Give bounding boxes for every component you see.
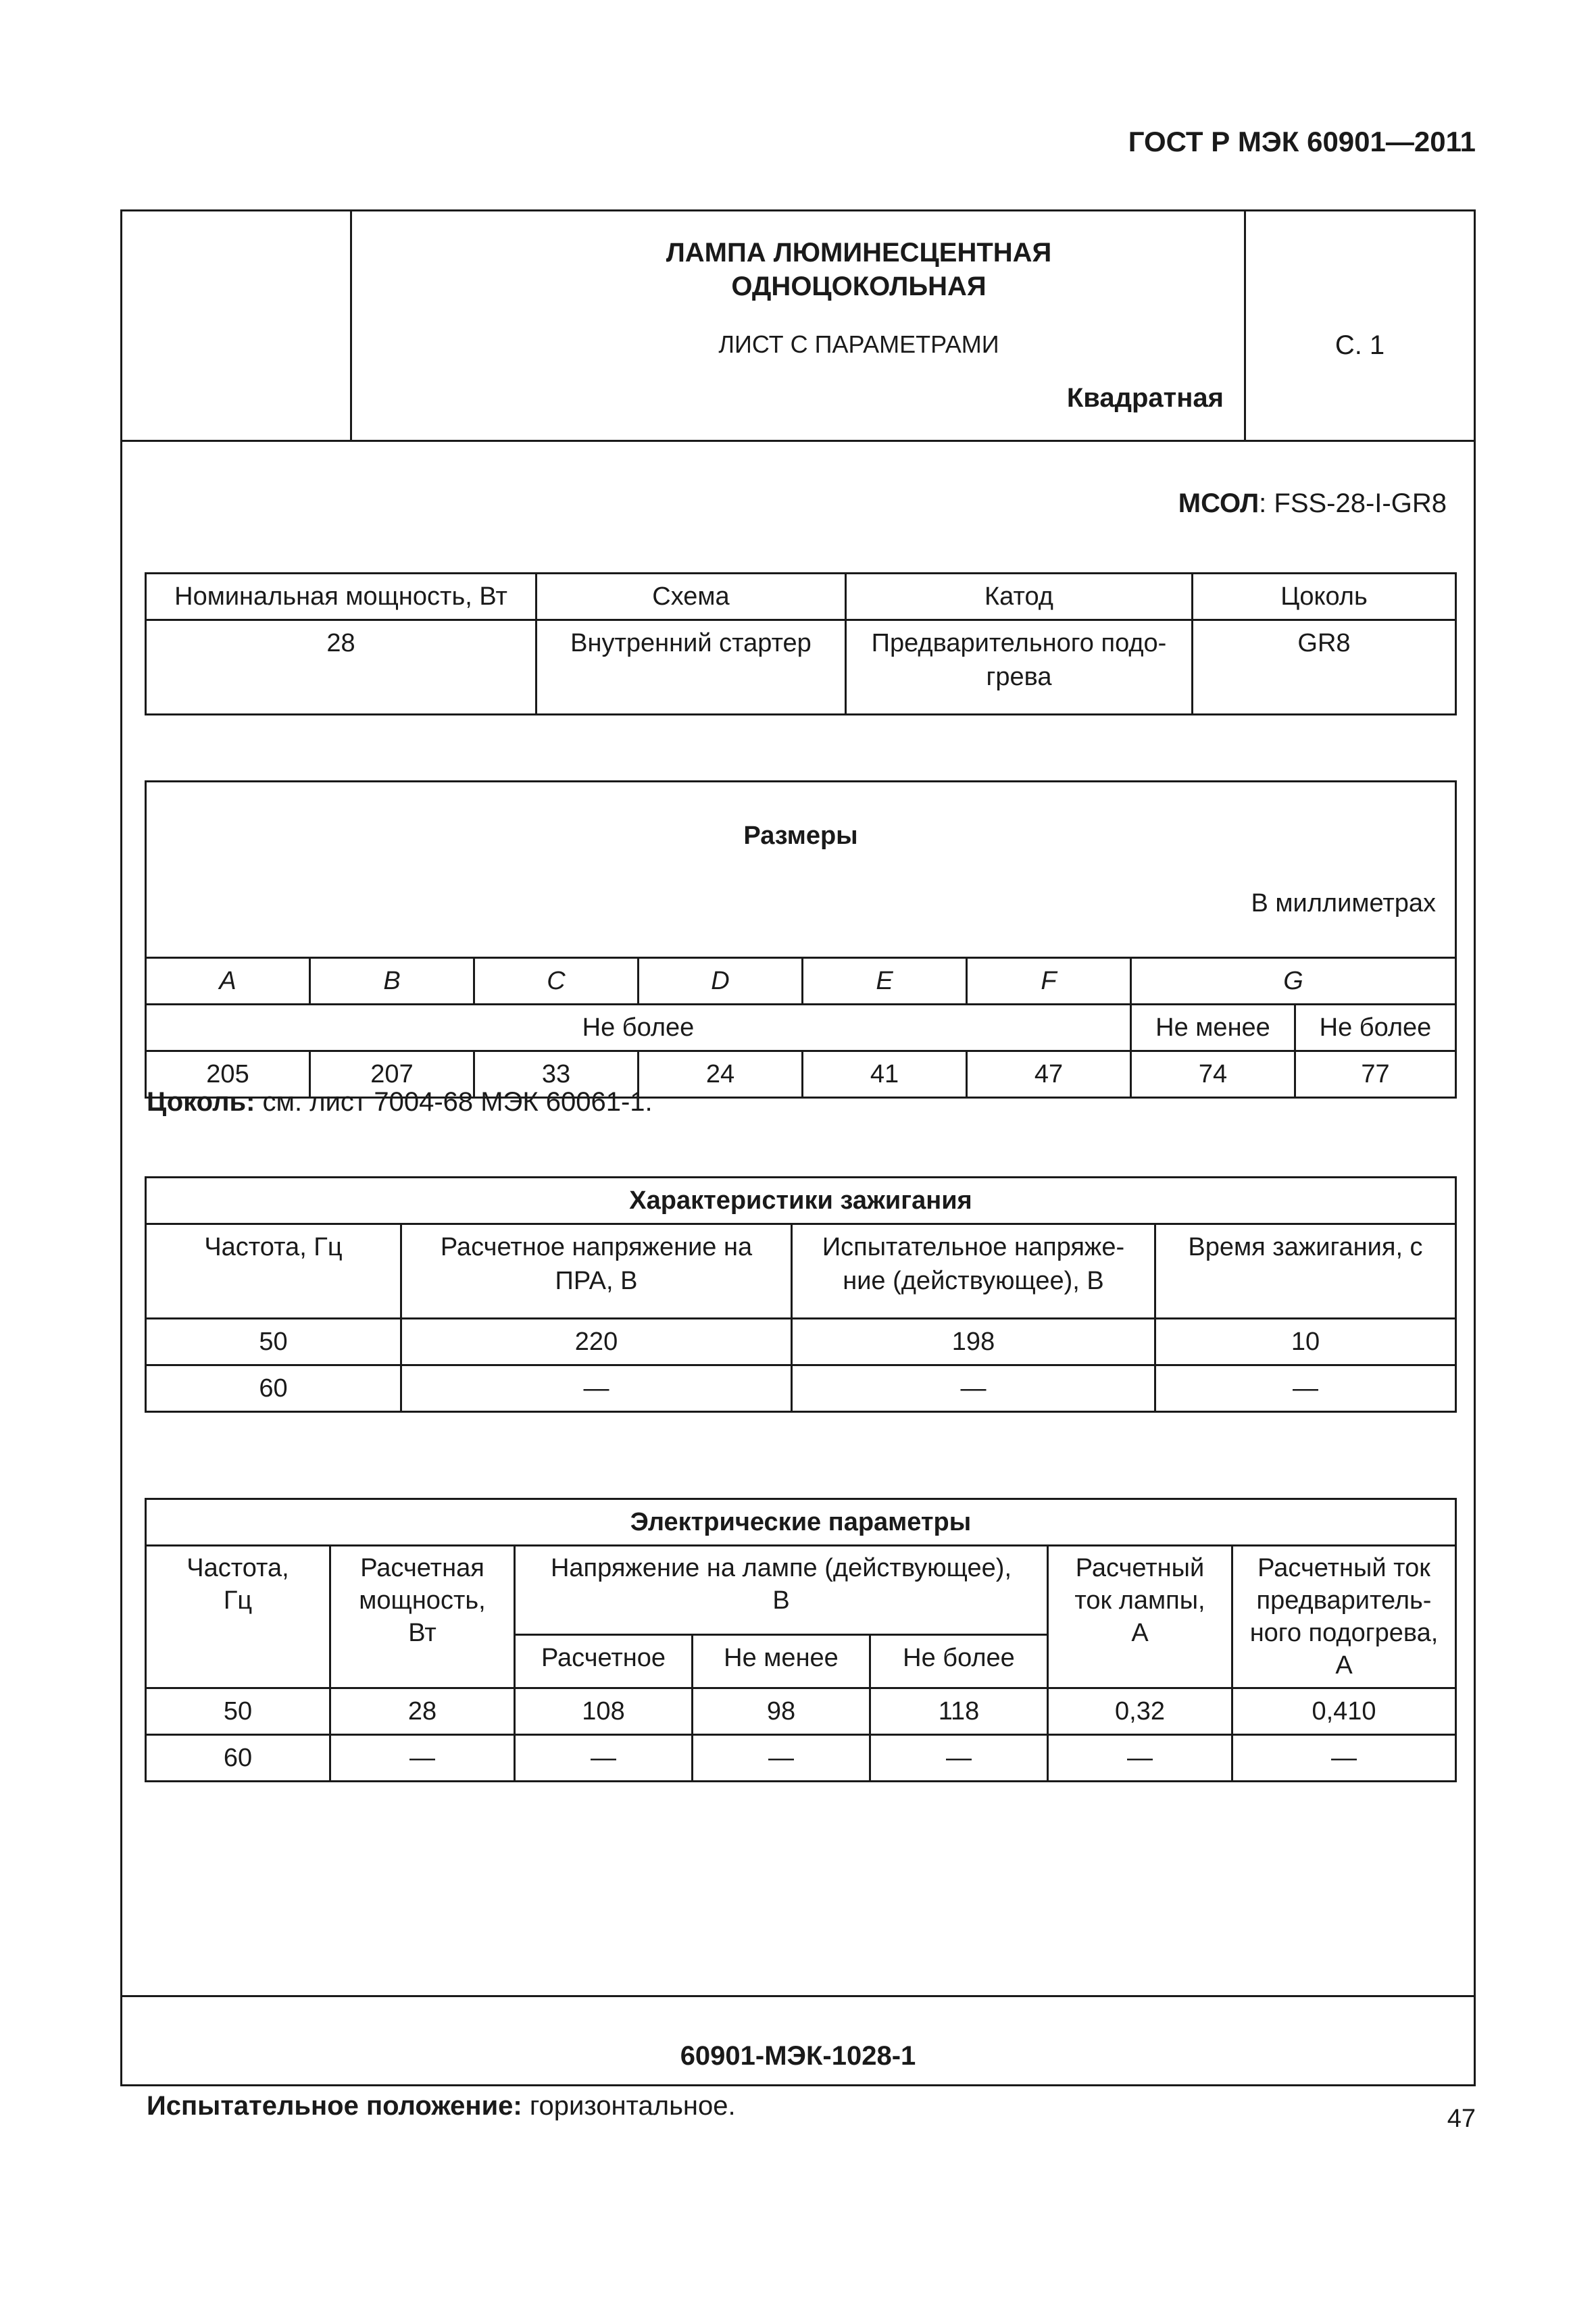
electrical-title: Электрические параметры <box>146 1499 1456 1546</box>
dimension-letter: F <box>967 958 1131 1005</box>
dimension-letter: B <box>310 958 474 1005</box>
table-row <box>146 1499 1456 1546</box>
table-row <box>146 1546 1456 1635</box>
base-note-label: Цоколь: <box>147 1087 255 1117</box>
sheet-page-label: С. 1 <box>1335 330 1385 360</box>
table-cell: 0,32 <box>1048 1688 1232 1735</box>
table-cell: 108 <box>515 1688 693 1735</box>
table-cell: — <box>1048 1735 1232 1782</box>
table-cell: — <box>330 1735 515 1782</box>
limit-not-more: Не более <box>146 1005 1131 1051</box>
limit-not-more-g: Не более <box>1295 1005 1456 1051</box>
document-code: ГОСТ Р МЭК 60901—2011 <box>1128 126 1476 157</box>
limit-not-less: Не менее <box>1131 1005 1295 1051</box>
table-header-cell: Частота, Гц <box>146 1224 401 1319</box>
table-cell: Предварительного подо- грева <box>846 620 1193 715</box>
table-header-cell: Расчетный ток лампы, А <box>1048 1546 1232 1688</box>
dimension-letter: C <box>474 958 639 1005</box>
dimension-value: 77 <box>1295 1051 1456 1098</box>
msol-designation <box>1178 488 1447 519</box>
table-cell: — <box>515 1735 693 1782</box>
base-note <box>147 1087 653 1117</box>
dimension-value: 24 <box>639 1051 803 1098</box>
dimension-value: 207 <box>310 1051 474 1098</box>
table-row <box>146 782 1456 958</box>
dimension-letter: E <box>803 958 967 1005</box>
table-cell: 28 <box>330 1688 515 1735</box>
table-cell: 98 <box>693 1688 870 1735</box>
table-cell: 50 <box>146 1688 330 1735</box>
test-position-label: Испытательное положение: <box>147 2091 522 2121</box>
table-cell: 60 <box>146 1735 330 1782</box>
table-cell: — <box>1232 1735 1456 1782</box>
dimensions-title-cell <box>146 782 1456 958</box>
table-row <box>146 1224 1456 1319</box>
table-cell: 220 <box>401 1319 792 1365</box>
table-cell: — <box>870 1735 1048 1782</box>
sheet-title <box>352 236 1366 303</box>
dimension-value: 74 <box>1131 1051 1295 1098</box>
ignition-table <box>145 1176 1457 1413</box>
table-row <box>146 1735 1456 1782</box>
dimensions-table <box>145 780 1457 1099</box>
dimension-value: 205 <box>146 1051 310 1098</box>
table-cell: 28 <box>146 620 537 715</box>
table-row <box>146 1178 1456 1224</box>
header-bottom-line <box>122 440 1474 442</box>
table-cell: 118 <box>870 1688 1048 1735</box>
table-header-cell: Расчетное напряжение на ПРА, В <box>401 1224 792 1319</box>
sheet-title-line1: ЛАМПА ЛЮМИНЕСЦЕНТНАЯ <box>666 238 1052 268</box>
dimension-letter: D <box>639 958 803 1005</box>
sheet-label: ЛИСТ С ПАРАМЕТРАМИ <box>718 330 999 358</box>
dimension-letter: G <box>1131 958 1456 1005</box>
test-position-text: горизонтальное. <box>522 2091 736 2121</box>
table-row <box>146 574 1456 620</box>
table-header-cell: Не менее <box>693 1634 870 1688</box>
table-cell: Внутренний стартер <box>537 620 846 715</box>
table-cell: — <box>1155 1365 1456 1412</box>
table-header-cell: Время зажигания, с <box>1155 1224 1456 1319</box>
table-cell: 60 <box>146 1365 401 1412</box>
table-header-cell: Схема <box>537 574 846 620</box>
table-header-cell: Катод <box>846 574 1193 620</box>
table-header-cell: Расчетная мощность, Вт <box>330 1546 515 1688</box>
table-cell: — <box>693 1735 870 1782</box>
parameter-sheet-frame <box>120 209 1476 2121</box>
table-header-cell: Частота, Гц <box>146 1546 330 1688</box>
sheet-title-line2: ОДНОЦОКОЛЬНАЯ <box>731 272 987 301</box>
table-cell: 50 <box>146 1319 401 1365</box>
base-note-text: см. лист 7004-68 МЭК 60061-1. <box>255 1087 653 1117</box>
dimension-letter: A <box>146 958 310 1005</box>
ignition-title: Характеристики зажигания <box>146 1178 1456 1224</box>
lamp-shape: Квадратная <box>1066 383 1224 413</box>
table-header-cell: Не более <box>870 1634 1048 1688</box>
table-cell: — <box>792 1365 1155 1412</box>
table-row <box>146 1365 1456 1412</box>
table-cell: GR8 <box>1193 620 1456 715</box>
test-position-note <box>147 2091 736 2121</box>
electrical-table <box>145 1498 1457 1782</box>
table-cell: 10 <box>1155 1319 1456 1365</box>
dimensions-unit: В миллиметрах <box>1251 889 1436 917</box>
table-cell: — <box>401 1365 792 1412</box>
table-row <box>146 958 1456 1005</box>
page-number: 47 <box>1447 2105 1476 2133</box>
table-header-cell: Цоколь <box>1193 574 1456 620</box>
dimension-value: 33 <box>474 1051 639 1098</box>
table-row <box>146 620 1456 715</box>
table-row <box>146 1005 1456 1051</box>
table-header-cell: Расчетное <box>515 1634 693 1688</box>
table-cell: 198 <box>792 1319 1155 1365</box>
dimension-value: 41 <box>803 1051 967 1098</box>
dimension-value: 47 <box>967 1051 1131 1098</box>
table-row <box>146 1688 1456 1735</box>
msol-value: : FSS-28-I-GR8 <box>1259 488 1447 518</box>
table-header-cell: Испытательное напряже- ние (действующее), В <box>792 1224 1155 1319</box>
table-header-cell: Расчетный ток предваритель- ного подогрева, А <box>1232 1546 1456 1688</box>
footer-line <box>122 1995 1474 1997</box>
table-row <box>146 1319 1456 1365</box>
msol-label: МСОЛ <box>1178 488 1260 518</box>
dimensions-title: Размеры <box>743 822 858 850</box>
table-header-cell: Номинальная мощность, Вт <box>146 574 537 620</box>
table-cell: 0,410 <box>1232 1688 1456 1735</box>
general-parameters-table <box>145 572 1457 715</box>
sheet-footer-code: 60901-МЭК-1028-1 <box>680 2041 916 2071</box>
table-header-cell: Напряжение на лампе (действующее), В <box>515 1546 1048 1635</box>
